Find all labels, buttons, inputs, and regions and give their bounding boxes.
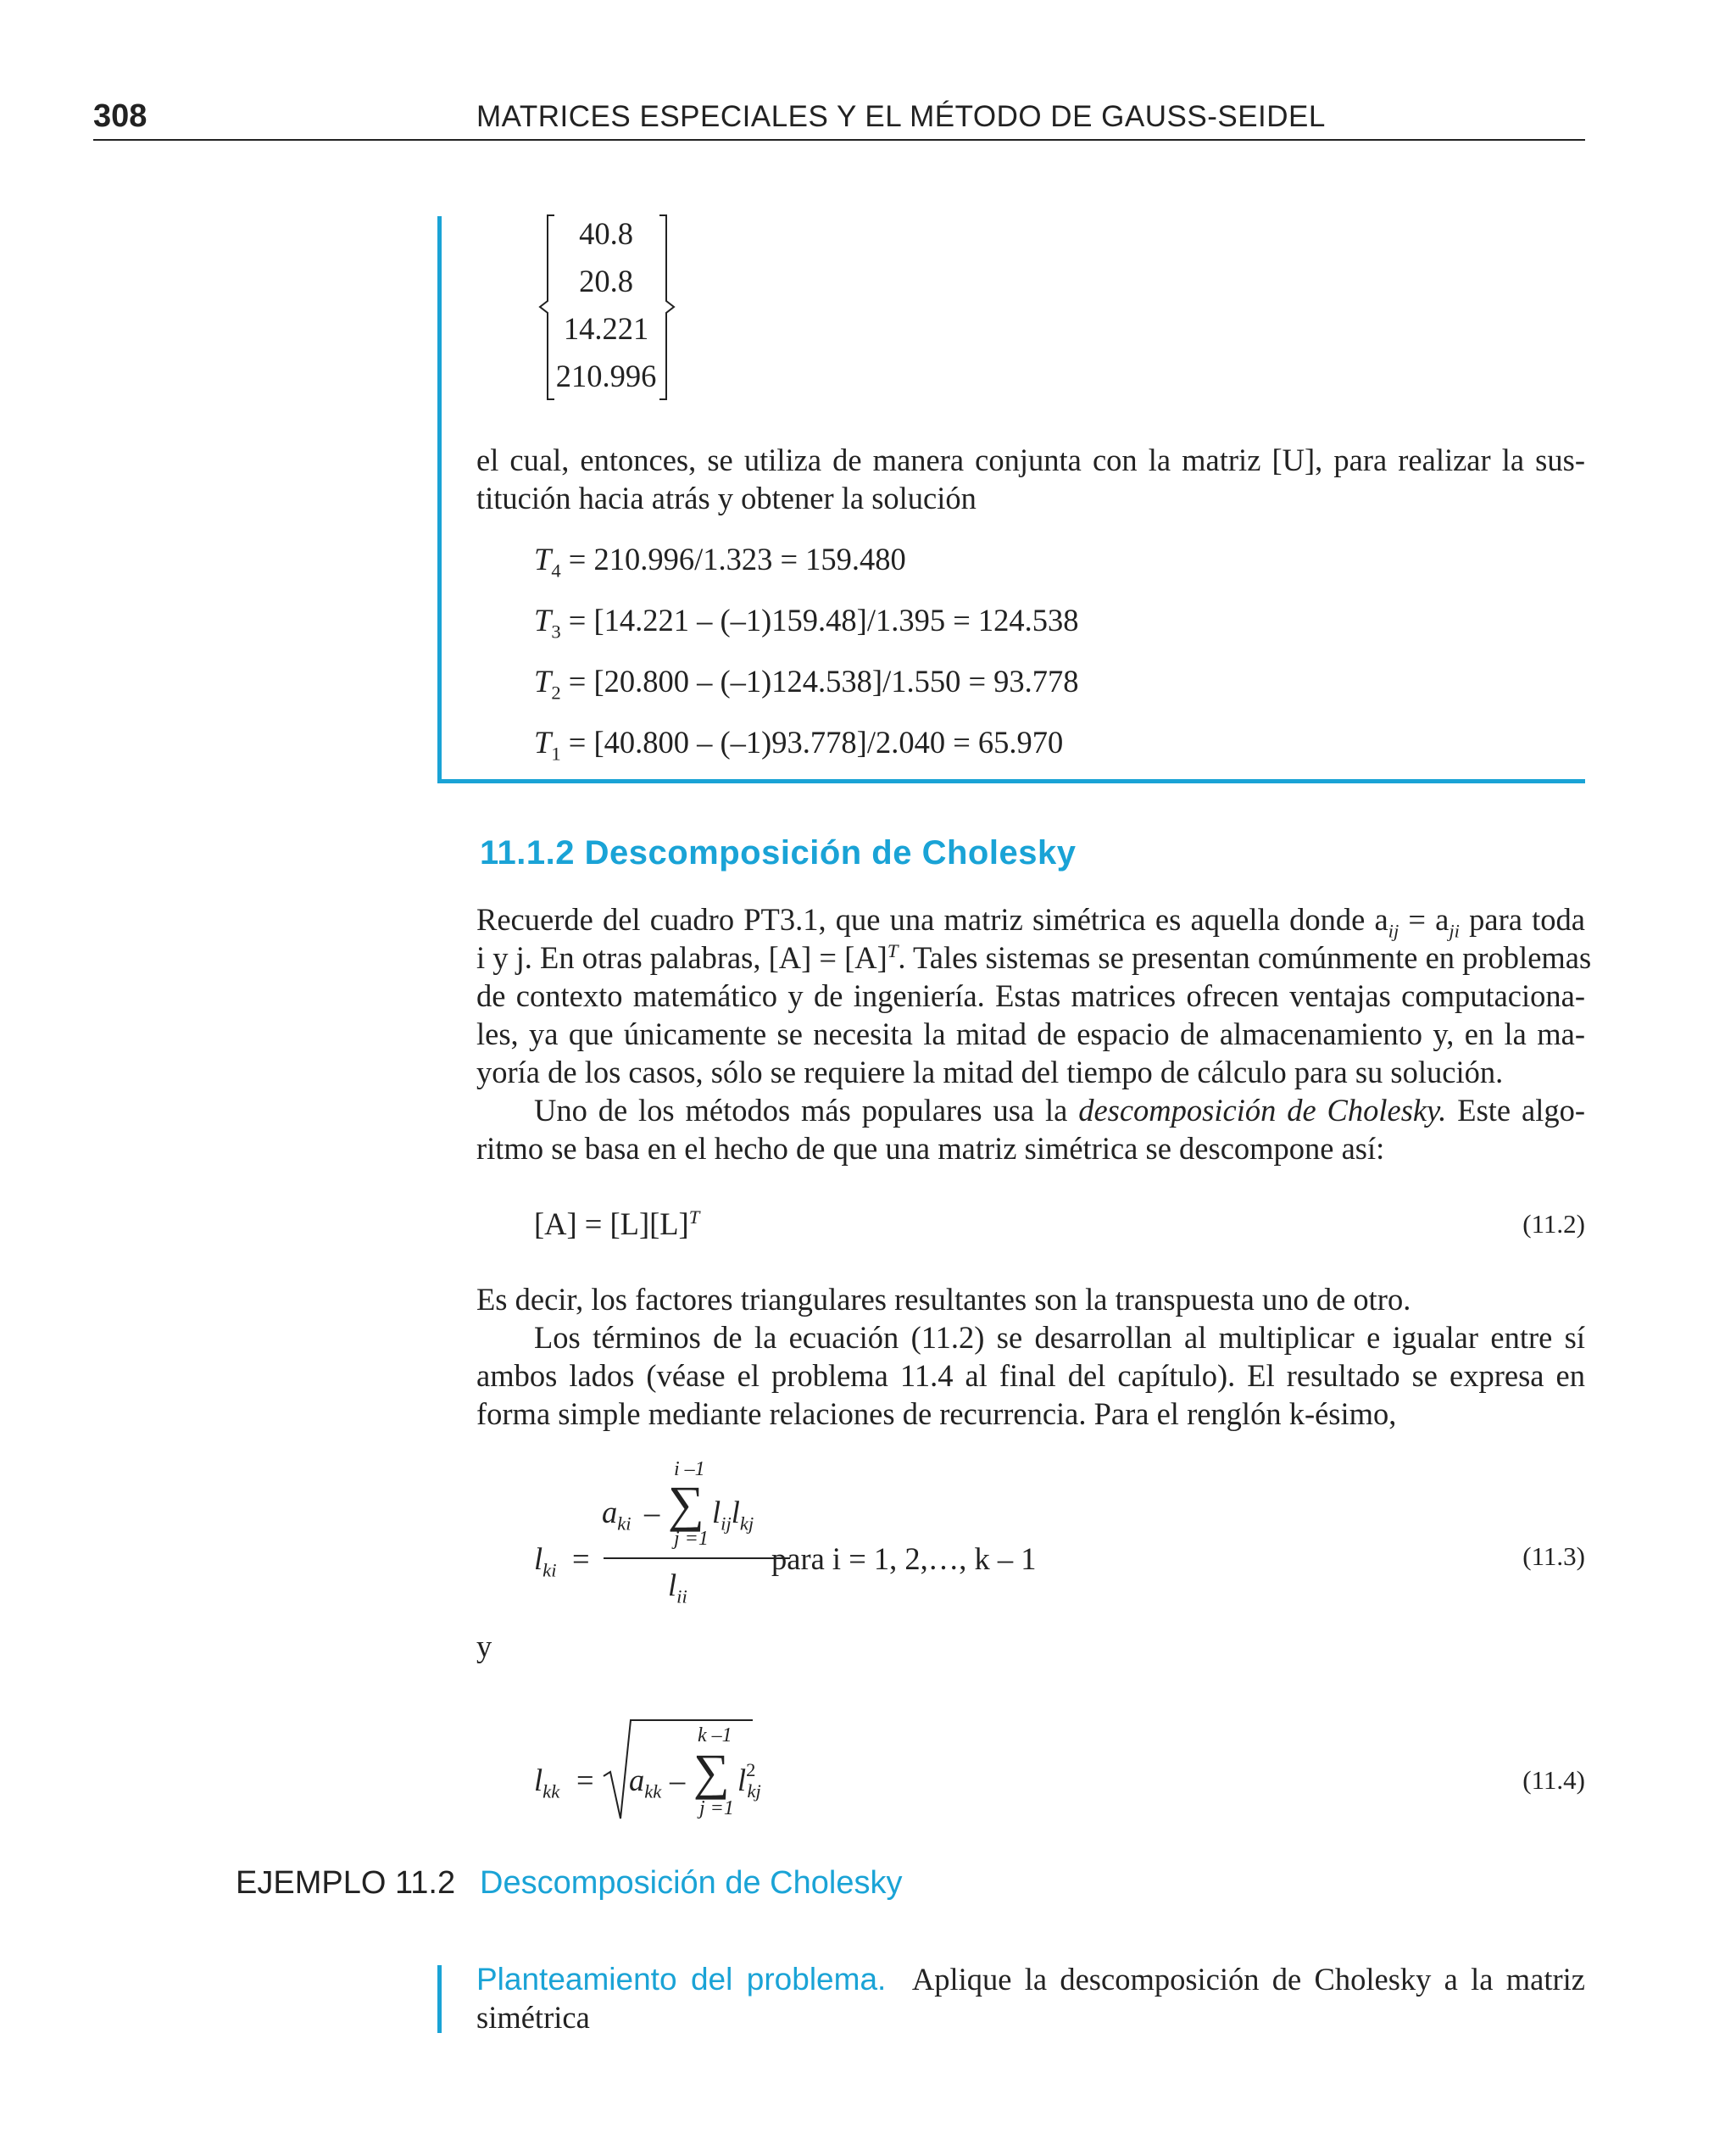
paragraph [476,1318,1585,1433]
text-line: yoría de los casos, sólo se requiere la mitad del tiempo de cálculo para su solución. [476,1055,1504,1089]
text-line: ambos lados (véase el problema 11.4 al final del capítulo). El resultado se expresa en [476,1358,1585,1393]
denominator: $l_{ii}$ [668,1568,687,1607]
running-title: MATRICES ESPECIALES Y EL MÉTODO DE GAUSS-SEIDEL [476,100,1326,133]
eq-equals: = [576,1763,594,1797]
text-line: Es decir, los factores triangulares resultantes son la transpuesta uno de otro. [476,1282,1411,1317]
sigma-upper-limit: i –1 [674,1458,705,1480]
equation-11-3 [534,1458,1127,1611]
fraction-bar [604,1557,790,1559]
text-line: simétrica [476,2000,590,2035]
text-line: forma simple mediante relaciones de recurrencia. Para el renglón k-ésimo, [476,1396,1397,1431]
page-number: 308 [93,98,147,134]
vector-entry: 20.8 [579,264,633,298]
text-line [476,1960,1585,1998]
example-left-rule [437,216,442,783]
text-line: titución hacia atrás y obtener la solución [476,481,976,515]
solution-t2: $T_2 = [20.800 - (-1)124.538]/1.550 = 93.778$ [534,664,1079,704]
sigma-lower-limit: j =1 [674,1528,709,1550]
numerator-a: $a_{ki}$ [602,1495,632,1535]
text-line: de contexto matemático y de ingeniería. Estas matrices ofrecen ventajas computaciona- [476,978,1585,1013]
equation-11-2: $[A] = [L][L]^T$ [534,1206,700,1241]
eq-equals: = [572,1541,590,1576]
intermediate-vector [542,212,670,403]
sigma-icon: ∑ [693,1744,730,1800]
text-line: i y j. En otras palabras, $[A] = [A]^T$. Tales sistemas se presentan comúnmente en problemas [476,939,1592,975]
example-title: Descomposición de Cholesky [480,1865,903,1901]
vector-entry: 40.8 [579,216,633,251]
sigma-icon: ∑ [668,1476,704,1532]
vector-entry: 210.996 [555,359,657,393]
example-statement [476,1960,1585,2036]
radicand-minus: – [670,1763,686,1797]
equation-number: (11.3) [1522,1541,1585,1571]
solution-t1: $T_1 = [40.800 - (-1)93.778]/2.040 = 65.970$ [534,725,1064,765]
numerator-minus: – [644,1495,660,1529]
text-line: ritmo se basa en el hecho de que una matriz simétrica se descompone así: [476,1131,1385,1166]
equation-number: (11.2) [1522,1209,1585,1239]
eq-lhs: $l_{ki}$ [534,1541,557,1581]
eq-condition: para i = 1, 2,…, k – 1 [771,1541,1037,1576]
paragraph [476,1091,1585,1167]
text-line: les, ya que únicamente se necesita la mitad de espacio de almacenamiento y, en la ma- [476,1017,1585,1051]
solution-t4: $T_4 = 210.996/1.323 = 159.480$ [534,542,906,582]
example-label: EJEMPLO 11.2 [236,1865,456,1901]
example-left-rule [437,1965,442,2033]
radicand-l: $l^2_{kj}$ [737,1758,761,1802]
text-line: Los términos de la ecuación (11.2) se desarrollan al multiplicar e igualar entre sí [534,1320,1585,1355]
statement-label: Planteamiento del problema. [476,1962,887,1997]
equation-number: (11.4) [1522,1765,1585,1795]
paragraph [476,900,1592,1091]
equation-11-4 [534,1713,1043,1823]
sigma-lower-limit: j =1 [699,1797,734,1819]
example-end-rule [437,779,1585,783]
text-line: el cual, entonces, se utiliza de manera conjunta con la matriz [U], para realizar la sus- [476,443,1585,477]
paragraph [476,1280,1585,1318]
vector-entry: 14.221 [563,311,649,346]
section-heading: 11.1.2 Descomposición de Cholesky [480,834,1077,872]
sigma-upper-limit: k –1 [698,1724,732,1746]
numerator-term: $l_{ij}l_{kj}$ [712,1495,754,1535]
page-header [93,95,1585,141]
text-line: Uno de los métodos más populares usa la descomposición de Cholesky. Este algo- [534,1093,1585,1128]
paragraph [476,441,1585,517]
radicand-a: $a_{kk}$ [629,1763,662,1802]
conjunction: y [476,1629,492,1663]
eq-lhs: $l_{kk}$ [534,1763,560,1802]
text-line: Recuerde del cuadro PT3.1, que una matriz simétrica es aquella donde $a_{ij} = a_{ji}$ para toda [476,902,1585,942]
statement-text: Aplique la descomposición de Cholesky a la matriz [911,1962,1585,1997]
solution-t3: $T_3 = [14.221 - (-1)159.48]/1.395 = 124.538$ [534,603,1079,643]
